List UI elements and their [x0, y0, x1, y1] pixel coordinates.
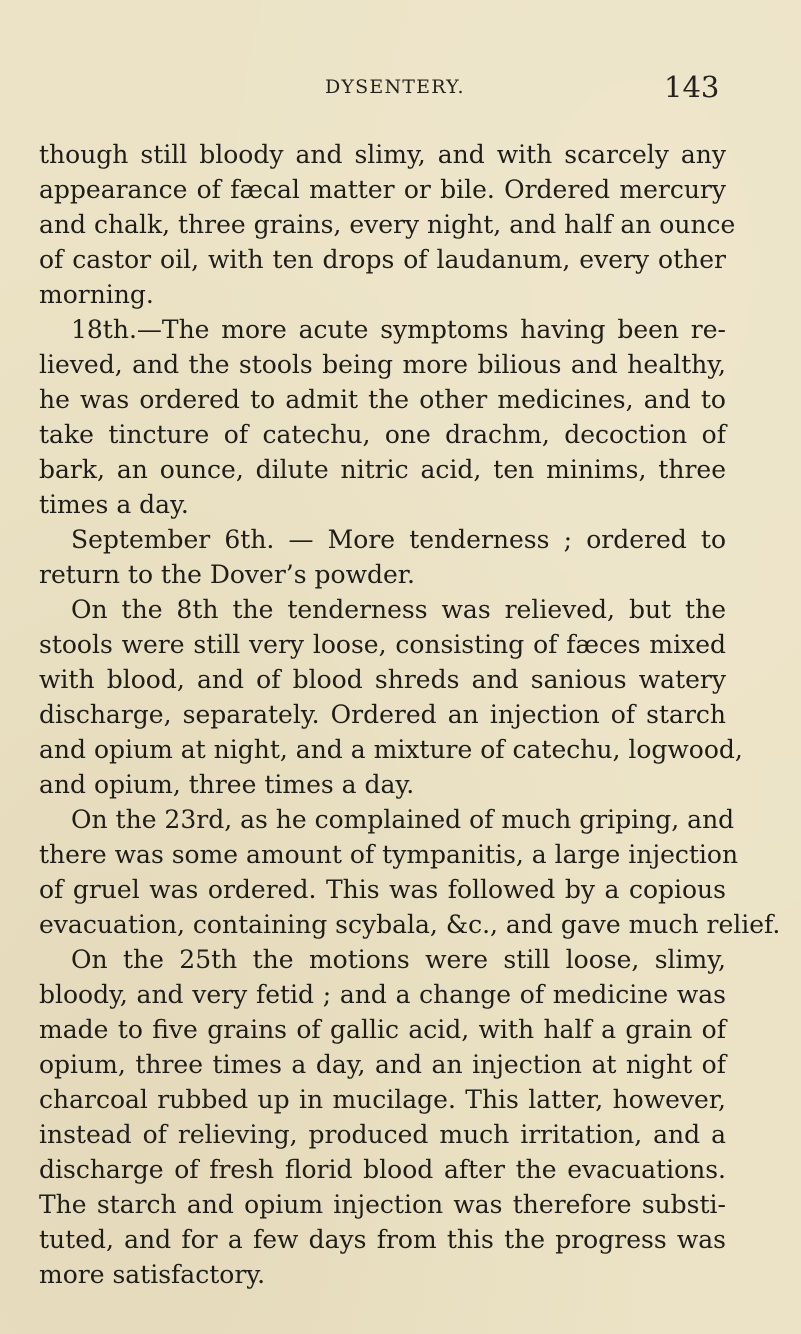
text-line: lieved, and the stools being more bilious and healthy, [39, 350, 726, 379]
text-line: tuted, and for a few days from this the progress was [39, 1225, 726, 1254]
text-line: and opium, three times a day. [39, 770, 415, 799]
text-line: take tincture of catechu, one drachm, decoction of [39, 420, 726, 449]
text-line: appearance of fæcal matter or bile. Ordered mercury [39, 175, 726, 204]
text-line: September 6th. — More tenderness ; ordered to [71, 525, 726, 554]
text-line: and chalk, three grains, every night, and half an ounce [39, 210, 736, 239]
text-line: On the 25th the motions were still loose, slimy, [71, 945, 726, 974]
text-line: discharge of fresh florid blood after the evacuations. [39, 1155, 726, 1184]
text-line: bloody, and very fetid ; and a change of medicine was [39, 980, 726, 1009]
running-head: DYSENTERY. [325, 76, 465, 98]
text-line: made to five grains of gallic acid, with half a grain of [39, 1015, 726, 1044]
text-line: discharge, separately. Ordered an injection of starch [39, 700, 726, 729]
text-line: charcoal rubbed up in mucilage. This latter, however, [39, 1085, 726, 1114]
text-line: more satisfactory. [39, 1260, 266, 1289]
text-line: there was some amount of tympanitis, a large injection [39, 840, 739, 869]
text-line: evacuation, containing scybala, &c., and gave much relief. [39, 910, 781, 939]
text-line: he was ordered to admit the other medicines, and to [39, 385, 726, 414]
text-line: instead of relieving, produced much irritation, and a [39, 1120, 726, 1149]
text-line: bark, an ounce, dilute nitric acid, ten minims, three [39, 455, 726, 484]
text-line: though still bloody and slimy, and with scarcely any [39, 140, 726, 169]
text-line: On the 23rd, as he complained of much griping, and [71, 805, 735, 834]
text-line: opium, three times a day, and an injection at night of [39, 1050, 726, 1079]
text-line: with blood, and of blood shreds and sanious watery [39, 665, 726, 694]
text-line: of gruel was ordered. This was followed by a copious [39, 875, 726, 904]
text-line: of castor oil, with ten drops of laudanum, every other [39, 245, 726, 274]
text-line: times a day. [39, 490, 189, 519]
text-line: and opium at night, and a mixture of catechu, logwood, [39, 735, 743, 764]
text-line: morning. [39, 280, 154, 309]
page-number: 143 [664, 70, 720, 104]
text-line: 18th.—The more acute symptoms having been re- [71, 315, 726, 344]
text-line: On the 8th the tenderness was relieved, but the [71, 595, 726, 624]
text-line: return to the Dover’s powder. [39, 560, 415, 589]
text-line: The starch and opium injection was therefore substi- [39, 1190, 726, 1219]
text-line: stools were still very loose, consisting of fæces mixed [39, 630, 726, 659]
